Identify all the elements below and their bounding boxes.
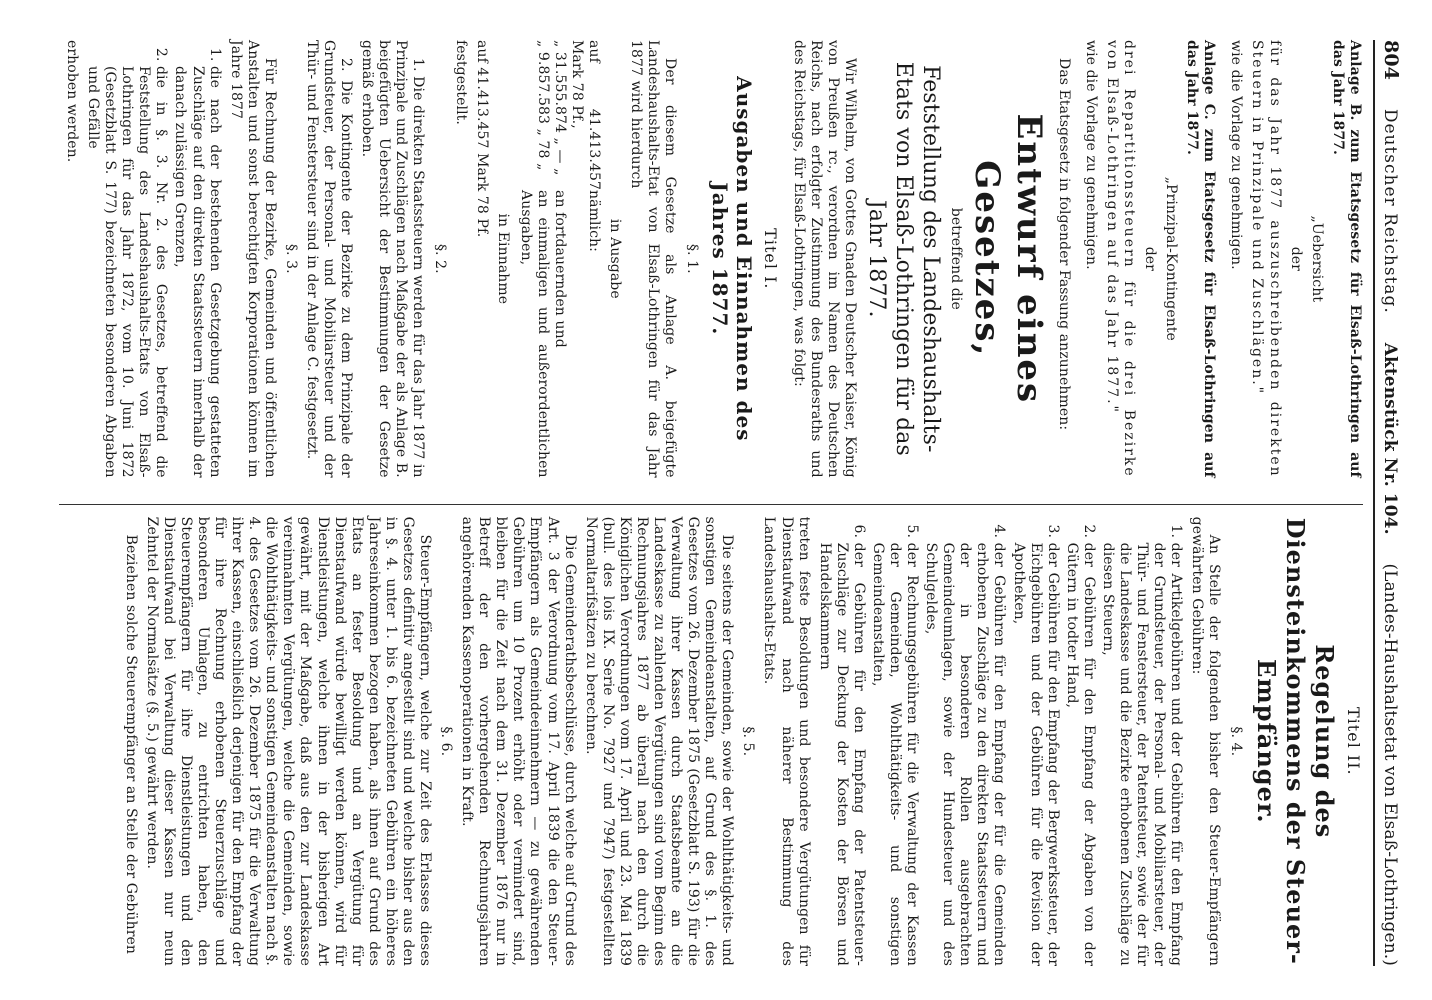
anlage-c-note: wie die Vorlage zu genehmigen. <box>1082 40 1099 270</box>
law-subject-heading: Feststellung des Landeshaushalts-Etats von Elsaß-Lothringen für das Jahr 1877. <box>863 61 943 456</box>
anlage-b-title: Anlage B. zum Etatsgesetz für Elsaß-Lothringen auf das Jahr 1877. <box>1329 40 1363 478</box>
in-einnahme-label: in Einnahme <box>494 213 511 305</box>
ausgabe-line <box>568 40 602 478</box>
anlage-b-note: wie die Vorlage zu genehmigen. <box>1228 40 1245 270</box>
betreffend-label: betreffend die <box>947 207 964 310</box>
header-left-label: Deutscher Reichstag. <box>1380 108 1400 314</box>
einnahme-amount: auf 41.413.457 Mark 78 Pf. <box>473 40 490 238</box>
ausgabe-desc: nämlich: <box>586 190 603 252</box>
paragraph-6-label: §. 6. <box>438 726 455 757</box>
titel-1-heading: Ausgaben und Einnahmen des Jahres 1877. <box>707 76 757 442</box>
anlage-b-body: für das Jahr 1877 auszuschreibenden direkten Steuern in Prinzipale und Zuschlägen." <box>1249 40 1283 478</box>
running-title: (Landes-Haushaltsetat von Elsaß-Lothringen.) <box>1380 563 1400 966</box>
ausgabe-line <box>517 40 551 478</box>
paragraph-2-item: 2. Die Kontingente der Bezirke zu dem Prinzipale der Grundsteuer, der Personal- und Mobiliarsteuer und der Thür- und Fenstersteuer sind in der Anlage C. festgesetzt. <box>303 40 355 478</box>
ausgabe-amount: „ 31.555.874 „ — „ <box>552 40 568 176</box>
draft-title: Entwurf eines Gesetzes, <box>967 113 1049 405</box>
anlage-b-heading-der: der <box>1287 246 1304 271</box>
paragraph-1-label: §. 1. <box>683 243 700 274</box>
ausgabe-line <box>551 40 568 478</box>
paragraph-3-end: erhoben werden. <box>63 40 80 163</box>
list-item: 4. der Gebühren für den Empfang der für die Gemeinden erhobenen Zuschläge zu den direkten Staatssteuern und der in besonderen Rollen ausgebrachten Gemeindeumlagen, sowie der Hundesteuer und des Schulgeldes, <box>922 543 1007 966</box>
ausgabe-desc: an fortdauernden und <box>552 190 568 348</box>
list-item: 2. der Gebühren für den Empfang der Abgaben von der Gütern in todter Hand, <box>1063 543 1097 966</box>
anlage-c-heading-der: der <box>1142 246 1159 271</box>
anlage-c-title: Anlage C. zum Etatsgesetz für Elsaß-Lothringen auf das Jahr 1877. <box>1184 40 1218 478</box>
titel-2-label: Titel II. <box>1343 707 1363 776</box>
anlage-c-body: drei Repartitionssteuern für die drei Bezirke von Elsaß-Lothringen auf das Jahr 1877." <box>1103 40 1137 478</box>
titel-1-label: Titel I. <box>760 228 780 290</box>
page-number: 804 <box>1380 40 1402 80</box>
paragraph-1-text: Der diesem Gesetze als Anlage A. beigefügte Landeshaushalts-Etat von Elsaß-Lothringen für das Jahr 1877 wird hierdurch <box>628 40 679 478</box>
paragraph-5-text: Die seitens der Gemeinden, sowie der Wohlthätigkeits- und sonstigen Gemeindeanstalten, auf Grund des §. 1. des Gesetzes vom 26. Dezember 1875 (Gesetzblatt S. 193) für die Verwaltung ihrer Kassen durch Staatsbeamte an die Landeskasse zu zahlenden Vergütungen sind vom Beginn des Rechnungsjahres 1877 ab überall nach den durch die Königlichen Verordnungen vom 17. April und 23. Mai 1839 (bull. des lois IX. Serie No. 7927 und 7947) festgestellten Normaltarifsätzen zu berechnen. <box>582 516 736 966</box>
in-ausgabe-label: in Ausgabe <box>607 218 624 299</box>
paragraph-3-text: Für Rechnung der Bezirke, Gemeinden und öffentlichen Anstalten und sonst berechtigten Korporationen können im Jahre 1877 <box>227 40 278 478</box>
right-column <box>59 504 1363 966</box>
paragraph-6-text: Steuer-Empfängern, welche zur Zeit des Erlasses dieses Gesetzes definitiv angestellt sind und welche bisher aus den in §. 4. unter 1. bis 6. bezeichneten Gebühren ein höheres Jahreseinkommen bezogen haben, als ihnen auf Grund des Etats an fester Besoldung und an Vergütung für Dienstaufwand würde bewilligt werden können, wird für Dienstleistungen, welche ihnen in der bisherigen Art gewährt, mit der Maßgabe, daß aus den zur Landeskasse vereinnahmten Vergütungen, welche die Gemeinden, sowie die Wohlthätigkeits- und sonstigen Gemeindeanstalten nach §. 4. des Gesetzes vom 26. Dezember 1875 für die Verwaltung ihrer Kassen, einschließlich derjenigen für den Empfang der für ihre Rechnung erhobenen Steuerzuschläge und besonderen Umlagen, zu entrichten haben, den Steuerempfängern für ihre Dienstleistungen und den Dienstaufwand bei Verwaltung dieser Kassen nur neun Zehntel der Normalsätze (§. 5.) gewährt werden. <box>143 516 433 966</box>
titel-2-heading: Regelung des Diensteinkommens der Steuer-Empfänger. <box>1251 517 1340 965</box>
paragraph-2-item: 1. Die direkten Staatssteuern werden für das Jahr 1877 in Prinzipale und Zuschlägen nach Maßgabe der als Anlage B. beigefügten Uebersicht der Bestimmungen der Gesetze gemäß erhoben. <box>359 40 427 478</box>
paragraph-5-label: §. 5. <box>740 726 757 757</box>
left-column <box>59 40 1363 478</box>
list-item: 5. der Rechnungsgebühren für die Verwaltung der Kassen der Gemeinden, Wohlthätigkeits- und sonstigen Gemeindeanstalten, <box>869 543 920 966</box>
anlage-b-heading: „Uebersicht <box>1308 215 1325 303</box>
paragraph-4-label: §. 4. <box>1227 726 1244 757</box>
paragraph-3-label: §. 3. <box>282 243 299 274</box>
intro-text: Das Etatsgesetz in folgender Fassung anzunehmen: <box>1055 58 1072 431</box>
ausgabe-desc: an einmaligen und außerordentlichen Ausgaben, <box>517 190 551 478</box>
list-item: 6. der Gebühren für den Empfang der Patentsteuer-Zuschläge zur Deckung der Kosten der Börsen und Handelskammern <box>816 543 867 966</box>
ausgabe-amount: „ 9.857.583 „ 78 „ <box>534 40 551 171</box>
preamble: Wir Wilhelm, von Gottes Gnaden Deutscher Kaiser, König von Preußen rc., verordnen im Namen des Deutschen Reichs, nach erfolgter Zustimmung des Bundesraths und des Reichstags, für Elsaß-Lothringen, was folgt: <box>790 40 859 478</box>
paragraph-4-list <box>816 517 1185 966</box>
list-item: 1. die nach der bestehenden Gesetzgebung gestatteten Zuschläge auf den direkten Staatssteuern innerhalb der danach zulässigen Grenzen, <box>171 66 222 478</box>
paragraph-6-text: Beziehen solche Steuerempfänger an Stelle der Gebühren <box>122 534 139 955</box>
list-item: 1. der Artikelgebühren und der Gebühren für den Empfang der Grundsteuer, der Personal- und Mobiliarsteuer, der Thür- und Fenstersteuer, der Patentsteuer, sowie der für die Landeskasse und die Bezirke erhobenen Zuschläge zu diesen Steuern, <box>1099 543 1184 966</box>
anlage-c-heading: „Prinzipal-Kontingente <box>1163 176 1180 341</box>
paragraph-4-end: treten feste Besoldungen und besondere Vergütungen für Dienstaufwand nach näherer Bestimmung des Landeshaushalts-Etats. <box>761 516 812 966</box>
header-document-number: Aktenstück Nr. 104. <box>1380 342 1400 535</box>
ausgabe-amount: auf 41.413.457 Mark 78 Pf., <box>569 40 603 190</box>
page-header <box>1373 40 1402 966</box>
paragraph-2-label: §. 2. <box>431 243 448 274</box>
list-item: 2. die in §. 3. Nr. 2. des Gesetzes, betreffend die Feststellung des Landeshaushalts-Etats von Elsaß-Lothringen für das Jahr 1872, vom 10. Juni 1872 (Gesetzblatt S. 177) bezeichneten besonderen Abgaben und Gefälle <box>84 66 169 478</box>
paragraph-3-list <box>84 40 223 478</box>
list-item: 3. der Gebühren für den Empfang der Bergwerkssteuer, der Eichgebühren und der Gebühren für die Revision der Apotheken, <box>1010 543 1061 966</box>
festgestellt-text: festgestellt. <box>452 40 469 125</box>
two-column-body <box>59 40 1363 966</box>
paragraph-5-text: Die Gemeinderathsbeschlüsse, durch welche auf Grund des Art. 3 der Verordnung vom 17. April 1839 die den Steuer-Empfängern als Gemeindeeinnehmern — zu gewährenden Gebühren um 10 Prozent erhöht oder vermindert sind, bleiben für die Zeit nach dem 31. Dezember 1876 nur in Betreff der den vorhergehenden Rechnungsjahren angehörenden Kassenoperationen in Kraft. <box>459 516 578 966</box>
paragraph-4-intro: An Stelle der folgenden bisher den Steuer-Empfängern gewährten Gebühren: <box>1189 516 1223 966</box>
